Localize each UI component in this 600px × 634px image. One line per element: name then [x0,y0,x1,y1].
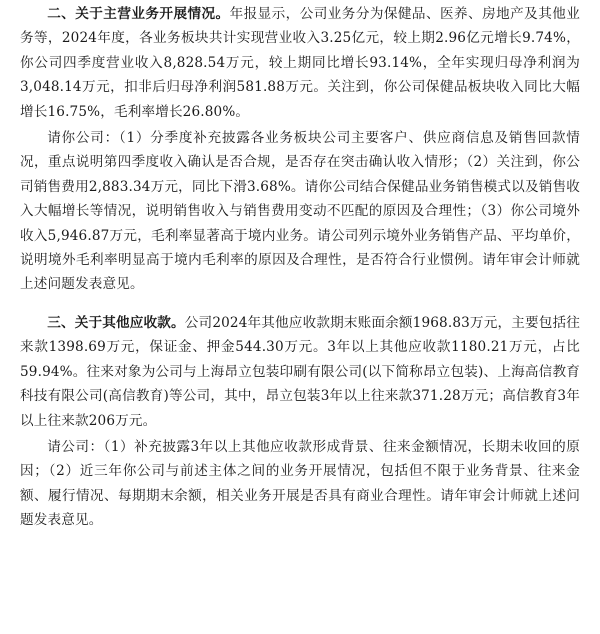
section-2-request: 请你公司：（1）分季度补充披露各业务板块公司主要客户、供应商信息及销售回款情况，重点说明第四季度收入确认是否合规，是否存在突击确认收入情形；（2）关注到，你公司销售费用2,883.34万元，同比下滑3.68%。请你公司结合保健品业务销售模式以及销售收入大幅增长等情况，说明销售收入与销售费用变动不匹配的原因及合理性；（3）你公司境外收入5,946.87万元，毛利率显著高于境内业务。请公司列示境外业务销售产品、平均单价，说明境外毛利率明显高于境内毛利率的原因及合理性，是否符合行业惯例。请年审会计师就上述问题发表意见。 [20,130,580,293]
section-2-heading: 二、关于主营业务开展情况。 [47,6,230,22]
section-2-body: 年报显示，公司业务分为保健品、医养、房地产及其他业务等，2024年度，各业务板块共计实现营业收入3.25亿元，较上期2.96亿元增长9.74%，你公司四季度营业收入8,828.54万元，较上期同比增长93.14%，全年实现归母净利润为3,048.14万元，扣非后归母净利润581.88万元。关注到，你公司保健品板块收入同比大幅增长16.75%，毛利率增长26.80%。 [20,6,580,120]
section-2-paragraph [20,2,580,124]
section-3-heading: 三、关于其他应收款。 [47,314,185,331]
section-3-paragraph [20,311,580,433]
section-3-request: 请公司：（1）补充披露3年以上其他应收款形成背景、往来金额情况，长期未收回的原因；（2）近三年你公司与前述主体之间的业务开展情况，包括但不限于业务背景、往来金额、履行情况、每期期末余额，相关业务开展是否具有商业合理性。请年审会计师就上述问题发表意见。 [20,438,580,529]
section-3-body: 公司2024年其他应收款期末账面余额1968.83万元，主要包括往来款1398.69万元，保证金、押金544.30万元。3年以上其他应收款1180.21万元，占比59.94%。往来对象为公司与上海昂立包装印刷有限公司(以下简称昂立包装)、上海高信教育科技有限公司(高信教育)等公司，其中，昂立包装3年以上往来款371.28万元；高信教育3年以上往来款206万元。 [20,314,580,429]
